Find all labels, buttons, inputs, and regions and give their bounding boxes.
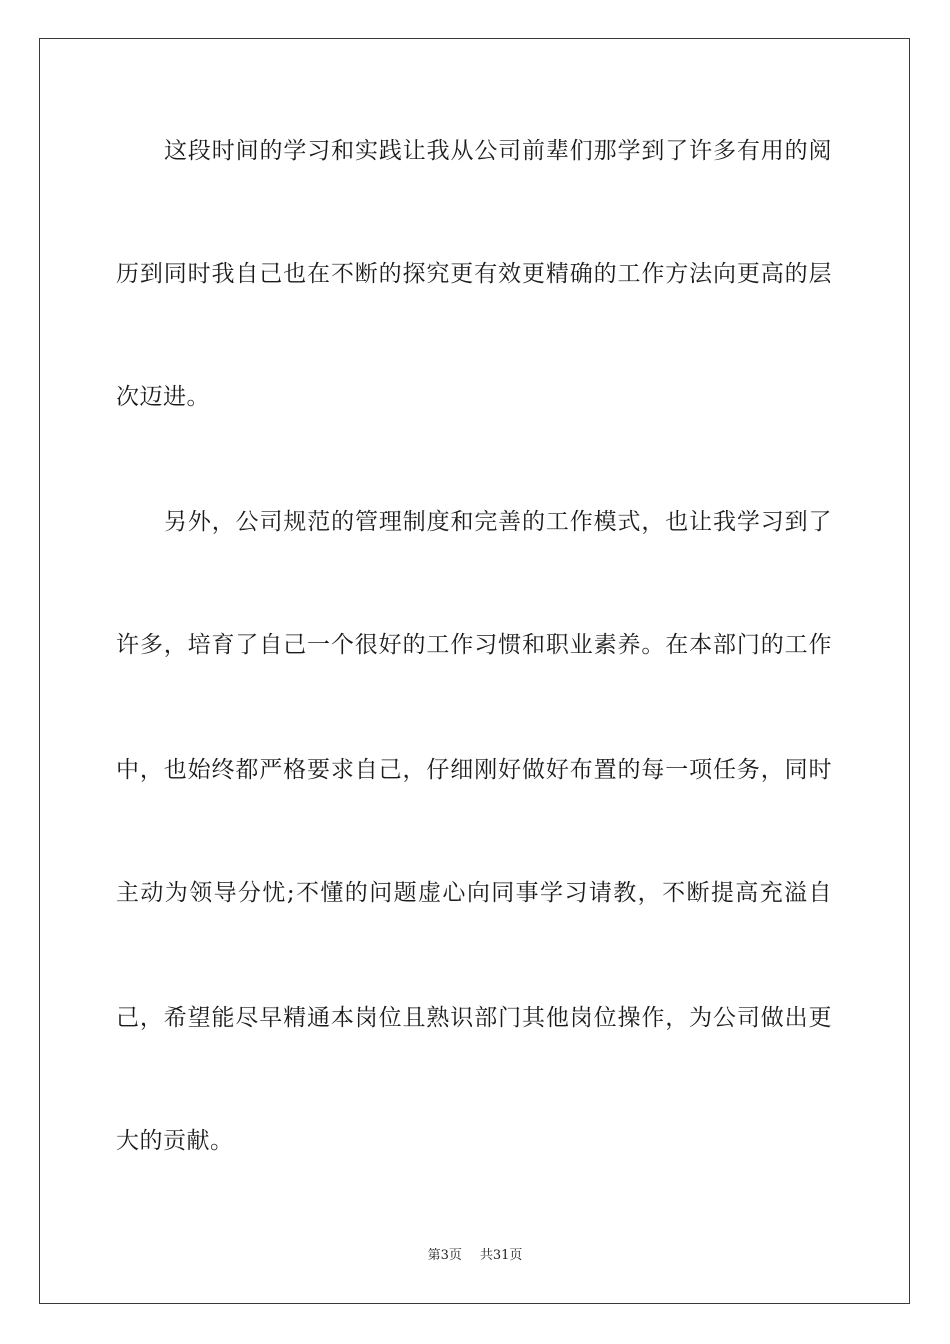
paragraph-2-line-2: 许多，培育了自己一个很好的工作习惯和职业素养。在本部门的工作 bbox=[116, 632, 832, 658]
paragraph-2-line-3: 中，也始终都严格要求自己，仔细刚好做好布置的每一项任务，同时 bbox=[116, 757, 832, 783]
page-number: 第3页 bbox=[427, 1248, 462, 1263]
paragraph-2-line-4: 主动为领导分忧;不懂的问题虚心向同事学习请教，不断提高充溢自 bbox=[116, 880, 832, 906]
paragraph-2-line-1: 另外，公司规范的管理制度和完善的工作模式，也让我学习到了 bbox=[164, 509, 832, 535]
page-border bbox=[39, 38, 910, 1304]
paragraph-1-line-2: 历到同时我自己也在不断的探究更有效更精确的工作方法向更高的层 bbox=[116, 261, 832, 287]
page-total: 共31页 bbox=[479, 1248, 523, 1263]
paragraph-2-line-6: 大的贡献。 bbox=[116, 1128, 234, 1154]
paragraph-1-line-3: 次迈进。 bbox=[116, 384, 210, 410]
paragraph-2-line-5: 己，希望能尽早精通本岗位且熟识部门其他岗位操作，为公司做出更 bbox=[116, 1005, 832, 1031]
page-footer bbox=[0, 1247, 950, 1265]
paragraph-1-line-1: 这段时间的学习和实践让我从公司前辈们那学到了许多有用的阅 bbox=[164, 138, 832, 164]
